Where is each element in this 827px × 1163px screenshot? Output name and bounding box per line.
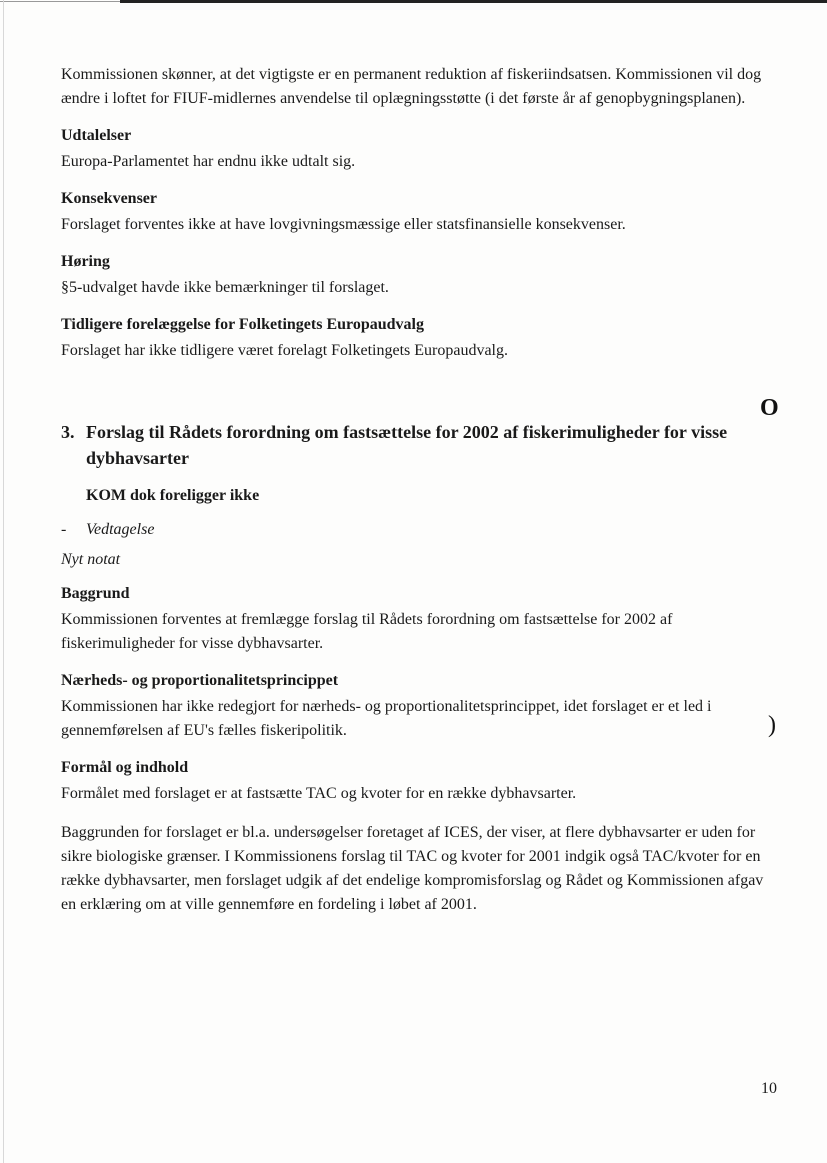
page-number: 10: [761, 1080, 777, 1097]
status-dash: -: [61, 521, 67, 538]
note-line: Nyt notat: [61, 551, 121, 568]
kom-doc-line: KOM dok foreligger ikke: [86, 487, 260, 504]
binder-hole-mark: ): [768, 712, 776, 738]
section-formaal: [61, 757, 781, 806]
status-text: Vedtagelse: [86, 521, 155, 538]
top-rule-thin: [0, 1, 120, 2]
agenda-item-number: 3.: [61, 422, 75, 442]
section-tidligere: [61, 314, 781, 363]
section-text: §5-udvalget havde ikke bemærkninger til forslaget.: [61, 279, 389, 296]
section-udtalelser: [61, 125, 781, 174]
section-heading: Konsekvenser: [61, 190, 157, 207]
section-heading: Høring: [61, 253, 110, 270]
section-heading: Tidligere forelæggelse for Folketingets Europaudvalg: [61, 316, 424, 333]
page-content: [61, 63, 781, 917]
section-hoering: [61, 251, 781, 300]
section-text: Kommissionen forventes at fremlægge forslag til Rådets forordning om fastsættelse for 2002 af fiskerimuligheder for visse dybhavsarter.: [61, 611, 673, 652]
agenda-item-title-text: Forslag til Rådets forordning om fastsættelse for 2002 af fiskerimuligheder for visse dybhavsarter: [86, 422, 728, 468]
intro-paragraph: Kommissionen skønner, at det vigtigste er en permanent reduktion af fiskeriindsatsen. Kommissionen vil dog ændre i loftet for FIUF-midlernes anvendelse til oplægningsstøtte (i det første år af genopbygningsplanen).: [61, 66, 762, 107]
status-line: [61, 521, 781, 539]
section-heading: Udtalelser: [61, 127, 132, 144]
section-heading: Baggrund: [61, 585, 130, 602]
section-konsekvenser: [61, 188, 781, 237]
closing-paragraph: Baggrunden for forslaget er bl.a. undersøgelser foretaget af ICES, der viser, at flere dybhavsarter er uden for sikre biologiske grænser. I Kommissionens forslag til TAC og kvoter for 2001 indgik også TAC/kvoter for en række dybhavsarter, men forslaget udgik af det endelige kompromisforslag og Rådet og Kommissionen afgav en erklæring om at ville gennemføre en fordeling i løbet af 2001.: [61, 824, 764, 913]
agenda-item-title: [61, 419, 781, 471]
section-text: Forslaget har ikke tidligere været forelagt Folketingets Europaudvalg.: [61, 342, 508, 359]
section-heading: Formål og indhold: [61, 759, 189, 776]
section-heading: Nærheds- og proportionalitetsprincippet: [61, 672, 339, 689]
section-text: Formålet med forslaget er at fastsætte TAC og kvoter for en række dybhavsarter.: [61, 785, 577, 802]
top-rule: [120, 0, 827, 3]
binder-hole-mark: O: [760, 395, 779, 421]
section-text: Forslaget forventes ikke at have lovgivningsmæssige eller statsfinansielle konsekvenser.: [61, 216, 626, 233]
scan-edge: [3, 0, 4, 1163]
section-naerhed: [61, 670, 781, 743]
section-baggrund: [61, 583, 781, 656]
section-text: Europa-Parlamentet har endnu ikke udtalt sig.: [61, 153, 356, 170]
section-text: Kommissionen har ikke redegjort for nærheds- og proportionalitetsprincippet, idet forslaget er et led i gennemførelsen af EU's fælles fiskeripolitik.: [61, 698, 712, 739]
